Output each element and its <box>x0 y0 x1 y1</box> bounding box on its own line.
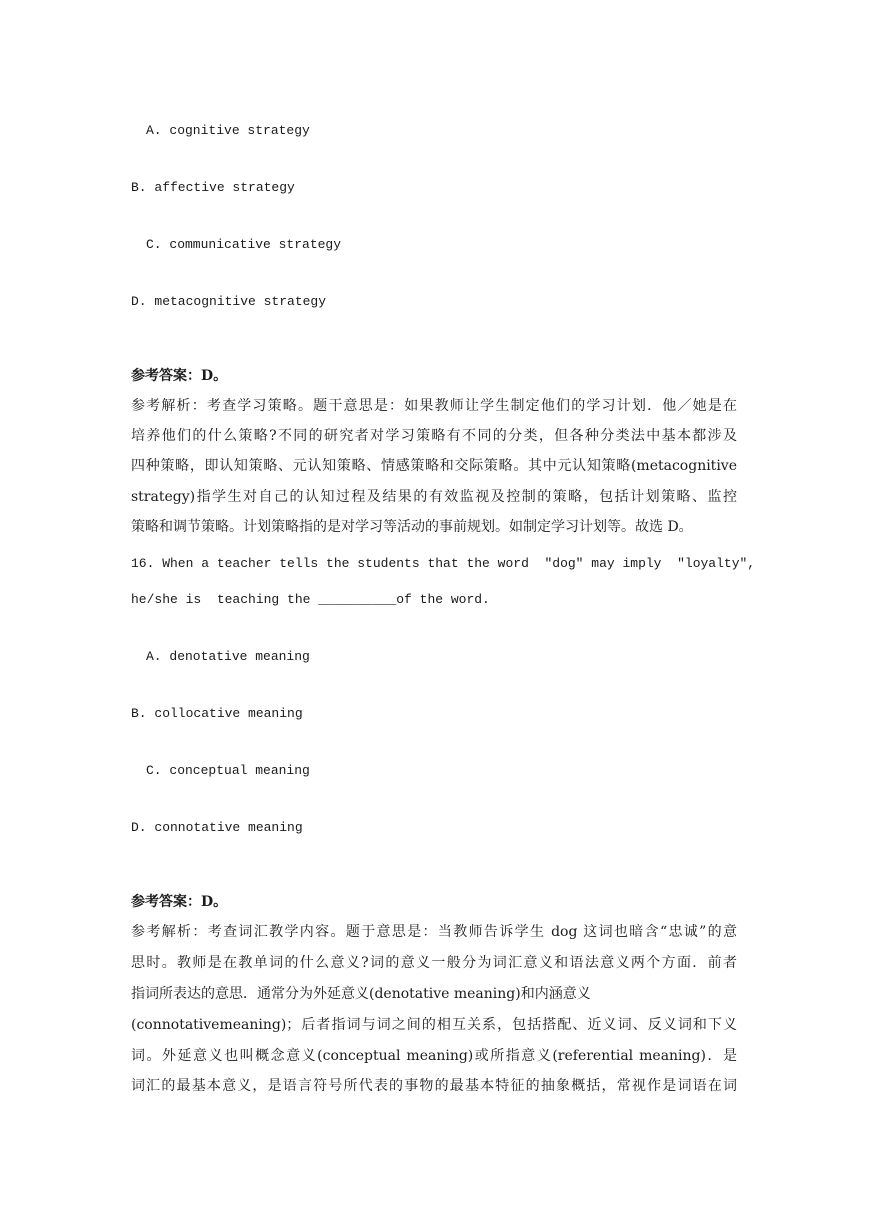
q16-analysis-line: (connotativemeaning)；后者指词与词之间的相互关系，包括搭配、近义词、反义词和下义 <box>131 1017 737 1033</box>
q15-option-b: B. affective strategy <box>131 180 295 195</box>
q15-analysis-line: 培养他们的什么策略?不同的研究者对学习策略有不同的分类，但各种分类法中基本都涉及 <box>131 428 737 444</box>
q15-option-a: A. cognitive strategy <box>146 123 310 138</box>
q15-option-c: C. communicative strategy <box>146 237 342 252</box>
q15-analysis-line: 策略和调节策略。计划策略指的是对学习等活动的事前规划。如制定学习计划等。故选 D。 <box>131 519 693 535</box>
q15-option-d: D. metacognitive strategy <box>131 294 327 309</box>
q15-answer: 参考答案：D。 <box>131 368 228 384</box>
q16-stem-line: 16. When a teacher tells the students that the word "dog" may imply "loyalty", <box>131 556 756 571</box>
q16-analysis-line: 词。外延意义也叫概念意义(conceptual meaning)或所指意义(referential meaning)．是 <box>131 1048 737 1064</box>
q16-option-d: D. connotative meaning <box>131 820 303 835</box>
q16-option-b: B. collocative meaning <box>131 706 303 721</box>
q15-analysis-line: strategy)指学生对自己的认知过程及结果的有效监视及控制的策略，包括计划策略、监控 <box>131 489 737 505</box>
q15-analysis-line: 四种策略，即认知策略、元认知策略、情感策略和交际策略。其中元认知策略(metacognitive <box>131 458 737 474</box>
q16-stem-line: he/she is teaching the __________of the word. <box>131 592 490 607</box>
q16-analysis-line: 思时。教师是在教单词的什么意义?词的意义一般分为词汇意义和语法意义两个方面．前者 <box>131 955 737 971</box>
q16-analysis-line: 指词所表达的意思．通常分为外延意义(denotative meaning)和内涵意义 <box>131 986 591 1002</box>
q16-analysis-line: 词汇的最基本意义，是语言符号所代表的事物的最基本特征的抽象概括，常视作是词语在词 <box>131 1078 737 1094</box>
q15-analysis-line: 参考解析：考查学习策略。题干意思是：如果教师让学生制定他们的学习计划．他／她是在 <box>131 398 737 414</box>
q16-answer: 参考答案：D。 <box>131 894 228 910</box>
q16-option-c: C. conceptual meaning <box>146 763 310 778</box>
q16-analysis-line: 参考解析：考查词汇教学内容。题于意思是：当教师告诉学生 dog 这词也暗含“忠诚”的意 <box>131 924 737 940</box>
q16-option-a: A. denotative meaning <box>146 649 310 664</box>
